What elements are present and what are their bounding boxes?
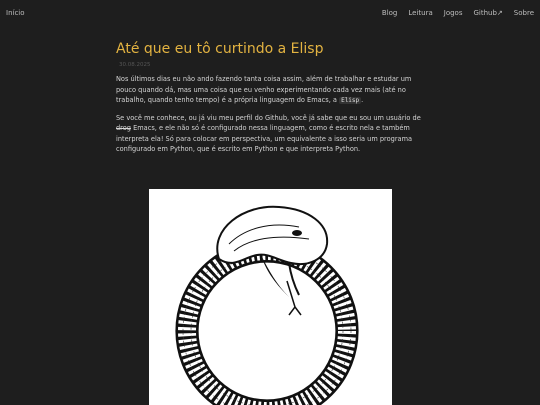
post-paragraph-2 xyxy=(116,113,424,155)
paragraph-text: Nos últimos dias eu não ando fazendo tanta coisa assim, além de trabalhar e estudar um pouco quando dá, mas uma coisa que eu venho experimentando cada vez mais (até no trabalho, quando tenho tempo) é a própria linguagem do Emacs, a xyxy=(116,75,412,104)
ouroboros-serpent-illustration xyxy=(149,189,392,405)
strikethrough-text: drog xyxy=(116,124,131,132)
nav-link-blog[interactable]: Blog xyxy=(381,9,398,17)
nav-home-link[interactable]: Início xyxy=(6,9,25,17)
blog-post xyxy=(116,40,424,155)
nav-link-sobre[interactable]: Sobre xyxy=(513,9,534,17)
paragraph-text-end: . xyxy=(361,96,364,104)
inline-code-elisp: Elisp xyxy=(341,97,360,104)
paragraph-text-end: Emacs, e ele não só é configurado nessa linguagem, como é escrito nela e também interpreta ela! Só para colocar em perspectiva, um equivalente a isso seria um programa configurado em Python, que é escrito em Python e que interpreta Python. xyxy=(116,124,413,153)
nav-link-leitura[interactable]: Leitura xyxy=(408,9,433,17)
top-nav-bar xyxy=(0,0,540,24)
ouroboros-image xyxy=(149,189,392,405)
nav-link-jogos[interactable]: Jogos xyxy=(443,9,463,17)
post-paragraph-1 xyxy=(116,74,424,107)
paragraph-text: Se você me conhece, ou já viu meu perfil do Github, você já sabe que eu sou um usuário de xyxy=(116,113,421,122)
nav-link-github[interactable]: Github↗ xyxy=(473,9,503,17)
post-title: Até que eu tô curtindo a Elisp xyxy=(116,41,324,57)
post-date: 30.08.2025 xyxy=(119,62,151,68)
main-nav xyxy=(382,9,534,17)
